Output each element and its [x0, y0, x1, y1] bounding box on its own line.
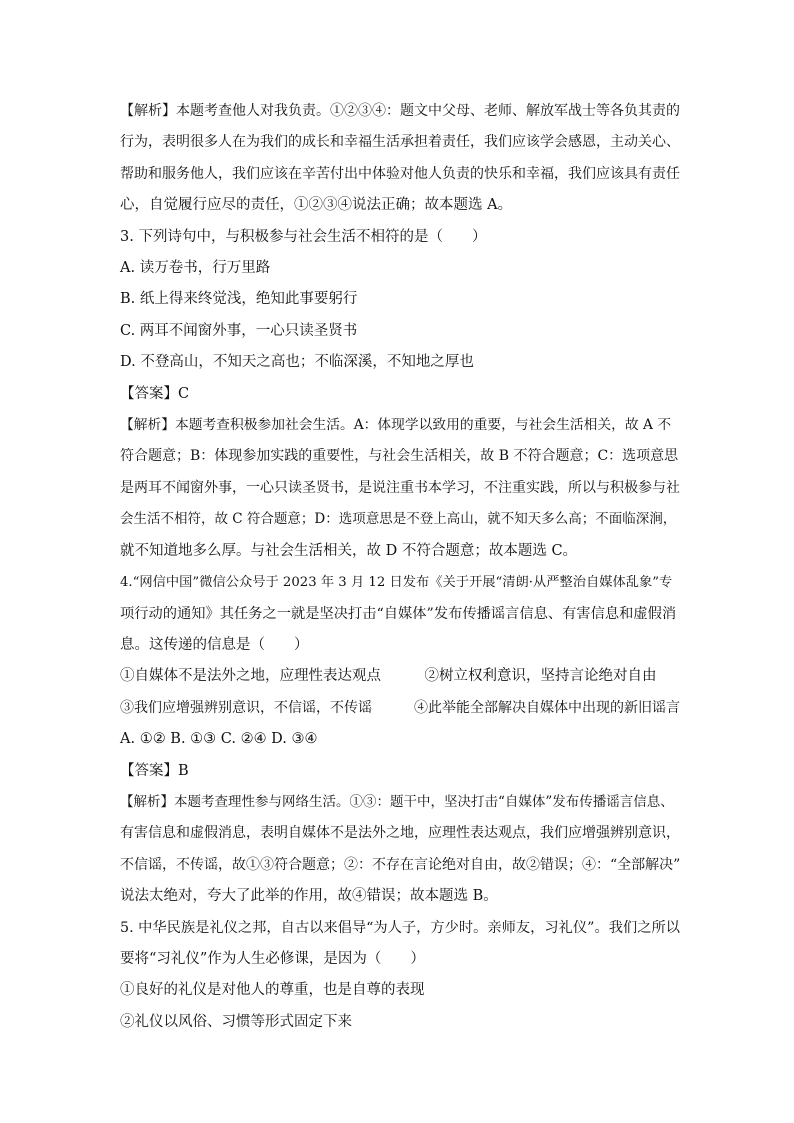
question-3-stem: 3. 下列诗句中，与积极参与社会生活不相符的是（ ） [120, 228, 487, 245]
question-3-option-b: B. 纸上得来终觉浅，绝知此事要躬行 [120, 291, 358, 308]
analysis-line: 就不知道地多么厚。与社会生活相关，故 D 不符合题意；故本题选 C。 [120, 542, 578, 559]
question-4-stem: 项行动的通知》其任务之一就是坚决打击“自媒体”发布传播谣言信息、有害信息和虚假消 [120, 605, 677, 622]
question-3-option-d: D. 不登高山，不知天之高也；不临深溪，不知地之厚也 [120, 354, 474, 371]
question-3-answer: 【答案】C [120, 385, 190, 402]
question-4-options: A. ①② B. ①③ C. ②④ D. ③④ [120, 731, 318, 748]
question-4-statements: ①自媒体不是法外之地，应理性表达观点 ②树立权利意识，坚持言论绝对自由 [120, 668, 657, 685]
question-5-stem: 5. 中华民族是礼仪之邦，自古以来倡导“为人子，方少时。亲师友，习礼仪”。我们之所以 [120, 919, 680, 936]
question-5-statement: ①良好的礼仪是对他人的尊重，也是自尊的表现 [120, 982, 425, 999]
question-4-stem: 4.“网信中国”微信公众号于 2023 年 3 月 12 日发布《关于开展“清朗·从严整治自媒体乱象”专 [120, 575, 673, 591]
analysis-line: 说法太绝对，夸大了此举的作用，故④错误；故本题选 B。 [120, 888, 498, 905]
analysis-line: 符合题意；B：体现参加实践的重要性，与社会生活相关，故 B 不符合题意；C：选项意思 [120, 448, 679, 465]
analysis-line: 会生活不相符，故 C 符合题意；D：选项意思是不登上高山，就不知天多么高；不面临深涧， [120, 511, 677, 528]
document-body [120, 96, 680, 1038]
question-4-stem: 息。这传递的信息是（ ） [120, 636, 309, 653]
question-4-answer: 【答案】B [120, 762, 189, 779]
question-3-option-c: C. 两耳不闻窗外事，一心只读圣贤书 [120, 322, 358, 339]
analysis-line: 【解析】本题考查积极参加社会生活。A：体现学以致用的重要，与社会生活相关，故 A 不 [120, 417, 672, 434]
analysis-line: 是两耳不闻窗外事，一心只读圣贤书，是说注重书本学习，不注重实践，所以与积极参与社 [120, 479, 680, 496]
question-4-statements: ③我们应增强辨别意识，不信谣，不传谣 ④此举能全部解决自媒体中出现的新旧谣言 [120, 699, 680, 716]
question-3-option-a: A. 读万卷书，行万里路 [120, 260, 271, 277]
analysis-line: 心，自觉履行应尽的责任，①②③④说法正确；故本题选 A。 [120, 197, 513, 214]
analysis-line: 不信谣，不传谣，故①③符合题意；②：不存在言论绝对自由，故②错误；④：“全部解决” [120, 856, 681, 873]
analysis-line: 有害信息和虚假消息，表明自媒体不是法外之地，应理性表达观点，我们应增强辨别意识， [120, 825, 680, 842]
analysis-line: 【解析】本题考查理性参与网络生活。①③：题干中，坚决打击“自媒体”发布传播谣言信息、 [120, 793, 674, 810]
analysis-line: 【解析】本题考查他人对我负责。①②③④：题文中父母、老师、解放军战士等各负其责的 [120, 103, 680, 119]
analysis-line: 行为，表明很多人在为我们的成长和幸福生活承担着责任，我们应该学会感恩，主动关心、 [120, 134, 680, 151]
question-5-statement: ②礼仪以风俗、习惯等形式固定下来 [120, 1013, 352, 1030]
analysis-line: 帮助和服务他人，我们应该在辛苦付出中体验对他人负责的快乐和幸福，我们应该具有责任 [120, 165, 680, 182]
question-5-stem: 要将“习礼仪”作为人生必修课，是因为（ ） [120, 950, 425, 967]
